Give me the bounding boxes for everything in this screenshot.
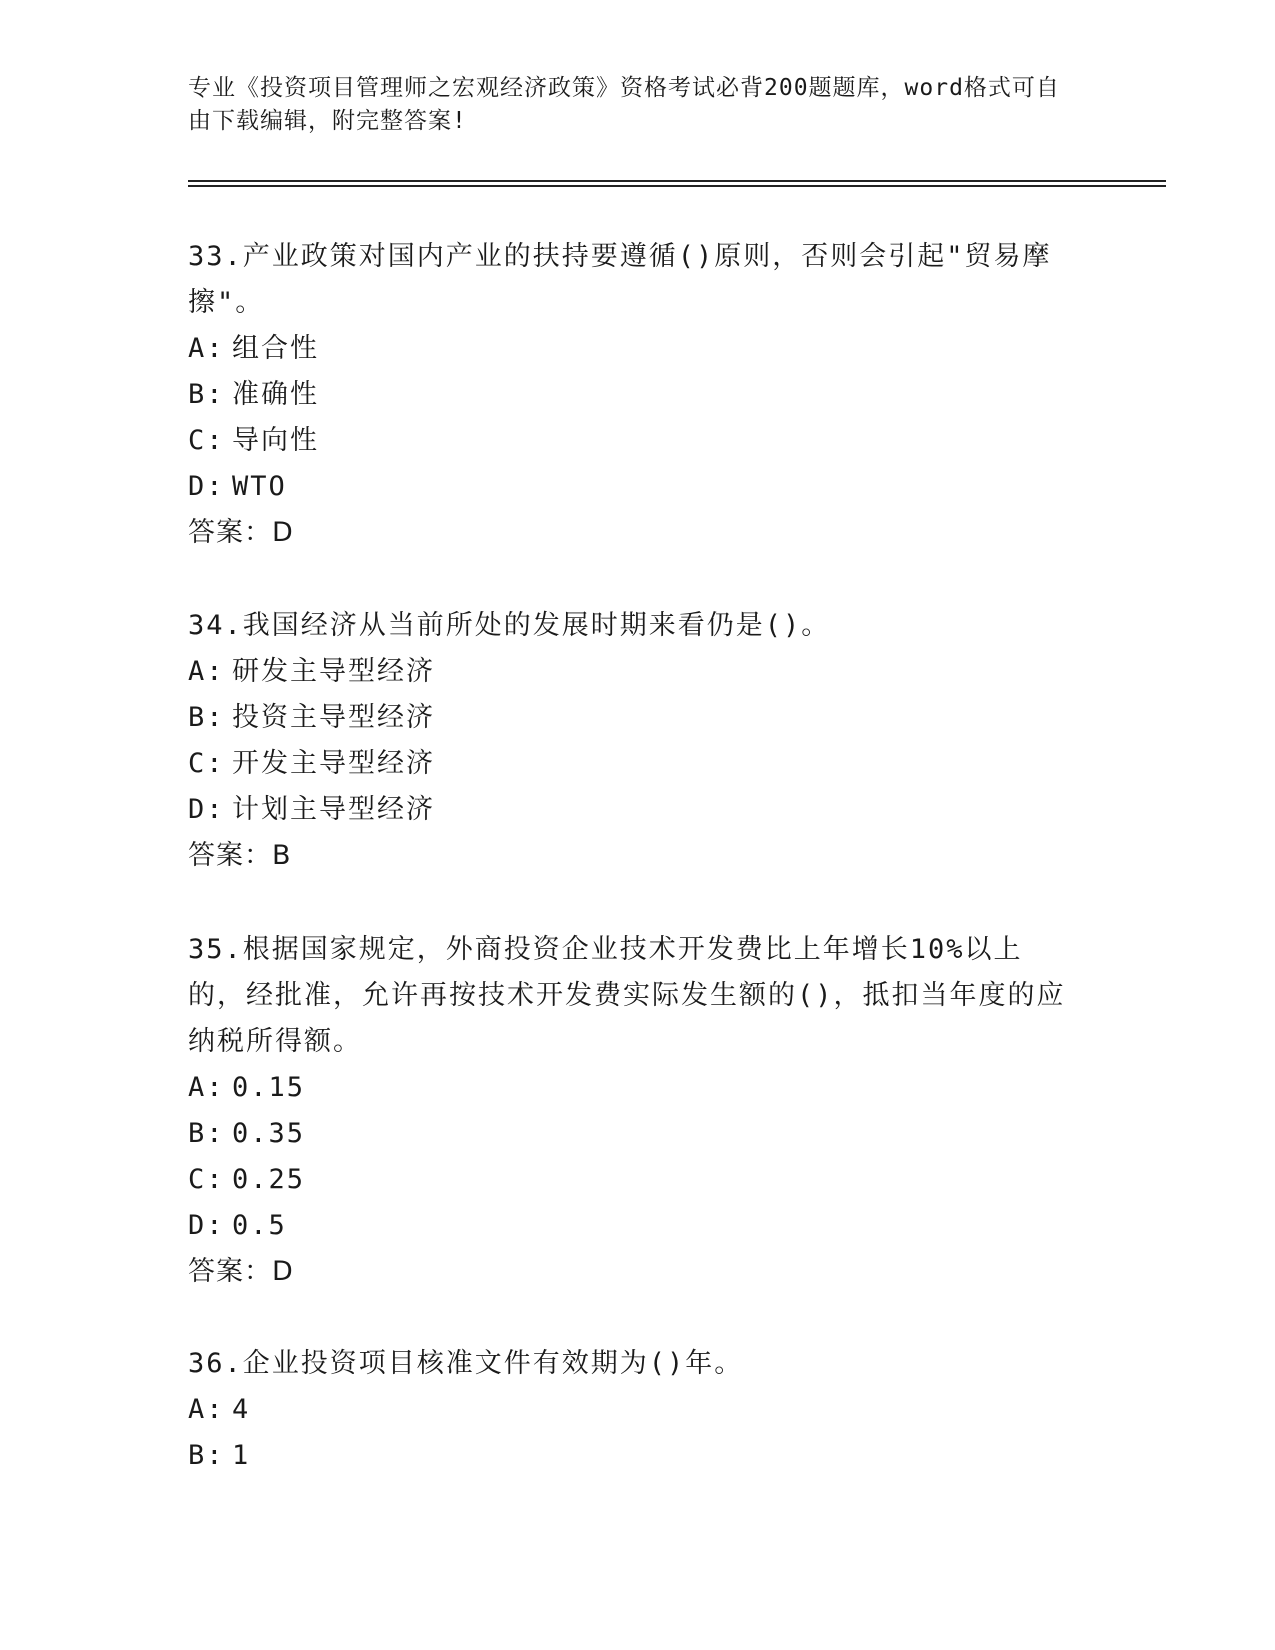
question-stem: 36.企业投资项目核准文件有效期为()年。: [188, 1348, 744, 1379]
option-b: [188, 1111, 1078, 1157]
document-header: 专业《投资项目管理师之宏观经济政策》资格考试必背200题题库，word格式可自由下载编辑，附完整答案!: [188, 75, 1060, 134]
option-text: 导向性: [232, 425, 319, 456]
option-label: A:: [188, 1072, 225, 1103]
question-34: [188, 603, 1078, 879]
question-35: [188, 927, 1078, 1295]
option-text: 0.35: [232, 1118, 306, 1149]
question-stem: 35.根据国家规定，外商投资企业技术开发费比上年增长10%以上的，经批准，允许再按技术开发费实际发生额的()，抵扣当年度的应纳税所得额。: [188, 934, 1066, 1057]
question-stem: 34.我国经济从当前所处的发展时期来看仍是()。: [188, 610, 831, 641]
option-label: B:: [188, 379, 225, 410]
option-a: [188, 649, 1078, 695]
option-text: 0.5: [232, 1210, 287, 1241]
option-b: [188, 1433, 1078, 1479]
option-text: 计划主导型经济: [232, 794, 435, 825]
option-a: [188, 1065, 1078, 1111]
option-text: 组合性: [232, 333, 319, 364]
option-label: A:: [188, 1394, 225, 1425]
option-label: D:: [188, 794, 225, 825]
option-label: D:: [188, 1210, 225, 1241]
option-b: [188, 372, 1078, 418]
option-text: 准确性: [232, 379, 319, 410]
option-label: B:: [188, 1440, 225, 1471]
option-text: 开发主导型经济: [232, 748, 435, 779]
option-text: 投资主导型经济: [232, 702, 435, 733]
option-b: [188, 695, 1078, 741]
option-d: [188, 1203, 1078, 1249]
option-label: C:: [188, 425, 225, 456]
option-text: 0.15: [232, 1072, 306, 1103]
option-a: [188, 1387, 1078, 1433]
option-text: 4: [232, 1394, 251, 1425]
option-c: [188, 741, 1078, 787]
option-label: A:: [188, 333, 225, 364]
option-label: A:: [188, 656, 225, 687]
option-label: C:: [188, 748, 225, 779]
option-label: D:: [188, 471, 225, 502]
header-divider-top: [188, 180, 1166, 182]
option-c: [188, 418, 1078, 464]
option-text: 研发主导型经济: [232, 656, 435, 687]
answer-text: 答案：B: [188, 840, 292, 871]
option-text: 0.25: [232, 1164, 306, 1195]
answer-text: 答案：D: [188, 1256, 294, 1287]
option-c: [188, 1157, 1078, 1203]
option-a: [188, 326, 1078, 372]
question-33: [188, 234, 1078, 556]
question-stem: 33.产业政策对国内产业的扶持要遵循()原则，否则会引起"贸易摩擦"。: [188, 241, 1052, 318]
option-text: 1: [232, 1440, 251, 1471]
option-d: [188, 787, 1078, 833]
option-label: C:: [188, 1164, 225, 1195]
option-d: [188, 464, 1078, 510]
option-label: B:: [188, 1118, 225, 1149]
option-text: WTO: [232, 471, 287, 502]
option-label: B:: [188, 702, 225, 733]
answer-text: 答案：D: [188, 517, 294, 548]
question-36: [188, 1341, 1078, 1479]
header-divider-bottom: [188, 185, 1166, 187]
